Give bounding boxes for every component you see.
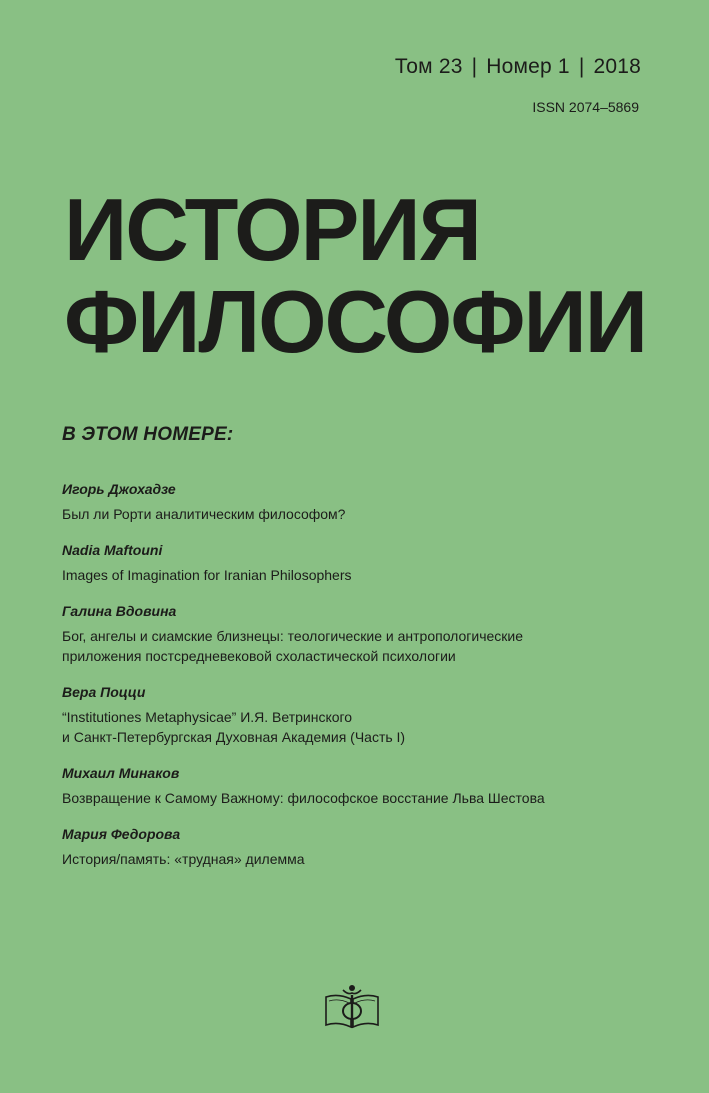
journal-title-line-2: ФИЛОСОФИИ	[64, 272, 646, 371]
article-author: Михаил Минаков	[62, 765, 180, 781]
journal-title	[64, 180, 684, 371]
article-author: Игорь Джохадзе	[62, 481, 176, 497]
article-title: “Institutiones Metaphysicae” И.Я. Ветринского и Санкт-Петербургская Духовная Академия (Часть I)	[62, 709, 406, 745]
article-item	[62, 541, 662, 585]
volume-issue-line	[395, 55, 641, 79]
article-title: Images of Imagination for Iranian Philosophers	[62, 567, 352, 583]
article-title: Бог, ангелы и сиамские близнецы: теологические и антропологические приложения постсредневековой схоластической психологии	[62, 628, 524, 664]
article-author: Мария Федорова	[62, 826, 181, 842]
separator: |	[578, 55, 585, 78]
article-author: Галина Вдовина	[62, 603, 177, 619]
issue-number: Номер 1	[486, 55, 570, 78]
publisher-book-phi-icon	[324, 983, 380, 1031]
article-item	[62, 825, 662, 869]
article-title: Возвращение к Самому Важному: философское восстание Льва Шестова	[62, 790, 545, 806]
article-author: Вера Поцци	[62, 684, 146, 700]
article-item	[62, 764, 662, 808]
year: 2018	[593, 55, 641, 78]
volume: Том 23	[394, 55, 463, 78]
article-title: Был ли Рорти аналитическим философом?	[62, 506, 346, 522]
article-item	[62, 683, 662, 747]
separator: |	[471, 55, 478, 78]
article-item	[62, 480, 662, 524]
issn: ISSN 2074–5869	[532, 99, 639, 115]
contents-heading: В ЭТОМ НОМЕРЕ:	[62, 424, 234, 445]
article-title: История/память: «трудная» дилемма	[62, 851, 305, 867]
table-of-contents	[62, 424, 662, 886]
article-author: Nadia Maftouni	[62, 542, 163, 558]
article-item	[62, 602, 662, 666]
journal-title-line-1: ИСТОРИЯ	[64, 180, 480, 279]
